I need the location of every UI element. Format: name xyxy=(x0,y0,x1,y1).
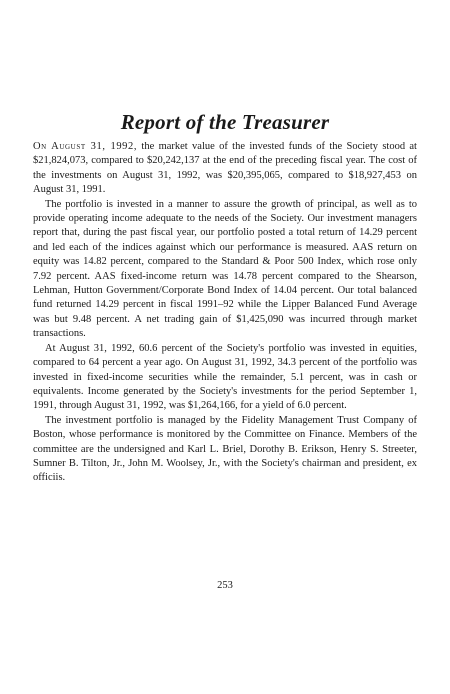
report-body xyxy=(33,140,417,486)
page-title: Report of the Treasurer xyxy=(120,110,330,135)
paragraph-portfolio-returns: The portfolio is invested in a manner to assure the growth of principal, as well as to provide operating income adequate to the needs of the Society. Our investment managers report that, during the past fiscal year, our portfolio posted a total return of 14.29 percent and led each of the indices against which our performance is measured. AAS return on equity was 14.82 percent, compared to the Standard & Poor 500 Index, which rose only 7.92 percent. AAS fixed-income return was 14.78 percent compared to the Shearson, Lehman, Hutton Government/Corporate Bond Index of 14.04 percent. Our total balanced fund returned 14.29 percent in fiscal 1991–92 while the Lipper Balanced Fund Average was but 9.48 percent. A net trading gain of $1,425,090 was incurred through market transactions. xyxy=(33,198,417,340)
paragraph-market-value xyxy=(33,140,417,198)
paragraph-management: The investment portfolio is managed by the Fidelity Management Trust Company of Boston, whose performance is monitored by the Committee on Finance. Members of the committee are the undersigned and Karl L. Briel, Dorothy B. Erikson, Henry S. Streeter, Sumner B. Tilton, Jr., John M. Woolsey, Jr., with the Society's chairman and president, ex officiis. xyxy=(33,414,417,484)
paragraph-text: the market value of the invested funds of the Society stood at $21,824,073, compared to $20,242,137 at the end of the preceding fiscal year. The cost of the investments on August 31, 1992, was $20,395,065, compared to $18,927,453 on August 31, 1991. xyxy=(33,141,417,196)
page-number: 253 xyxy=(217,580,233,591)
paragraph-allocation: At August 31, 1992, 60.6 percent of the Society's portfolio was invested in equities, compared to 64 percent a year ago. On August 31, 1992, 34.3 percent of the portfolio was invested in fixed-income securities while the remainder, 5.1 percent, was in cash or equivalents. Income generated by the Society's investments for the period September 1, 1991, through August 31, 1992, was $1,264,166, for a yield of 6.0 percent. xyxy=(33,342,417,412)
paragraph-lead-in: On August 31, 1992, xyxy=(33,141,138,152)
document-page xyxy=(33,0,417,694)
